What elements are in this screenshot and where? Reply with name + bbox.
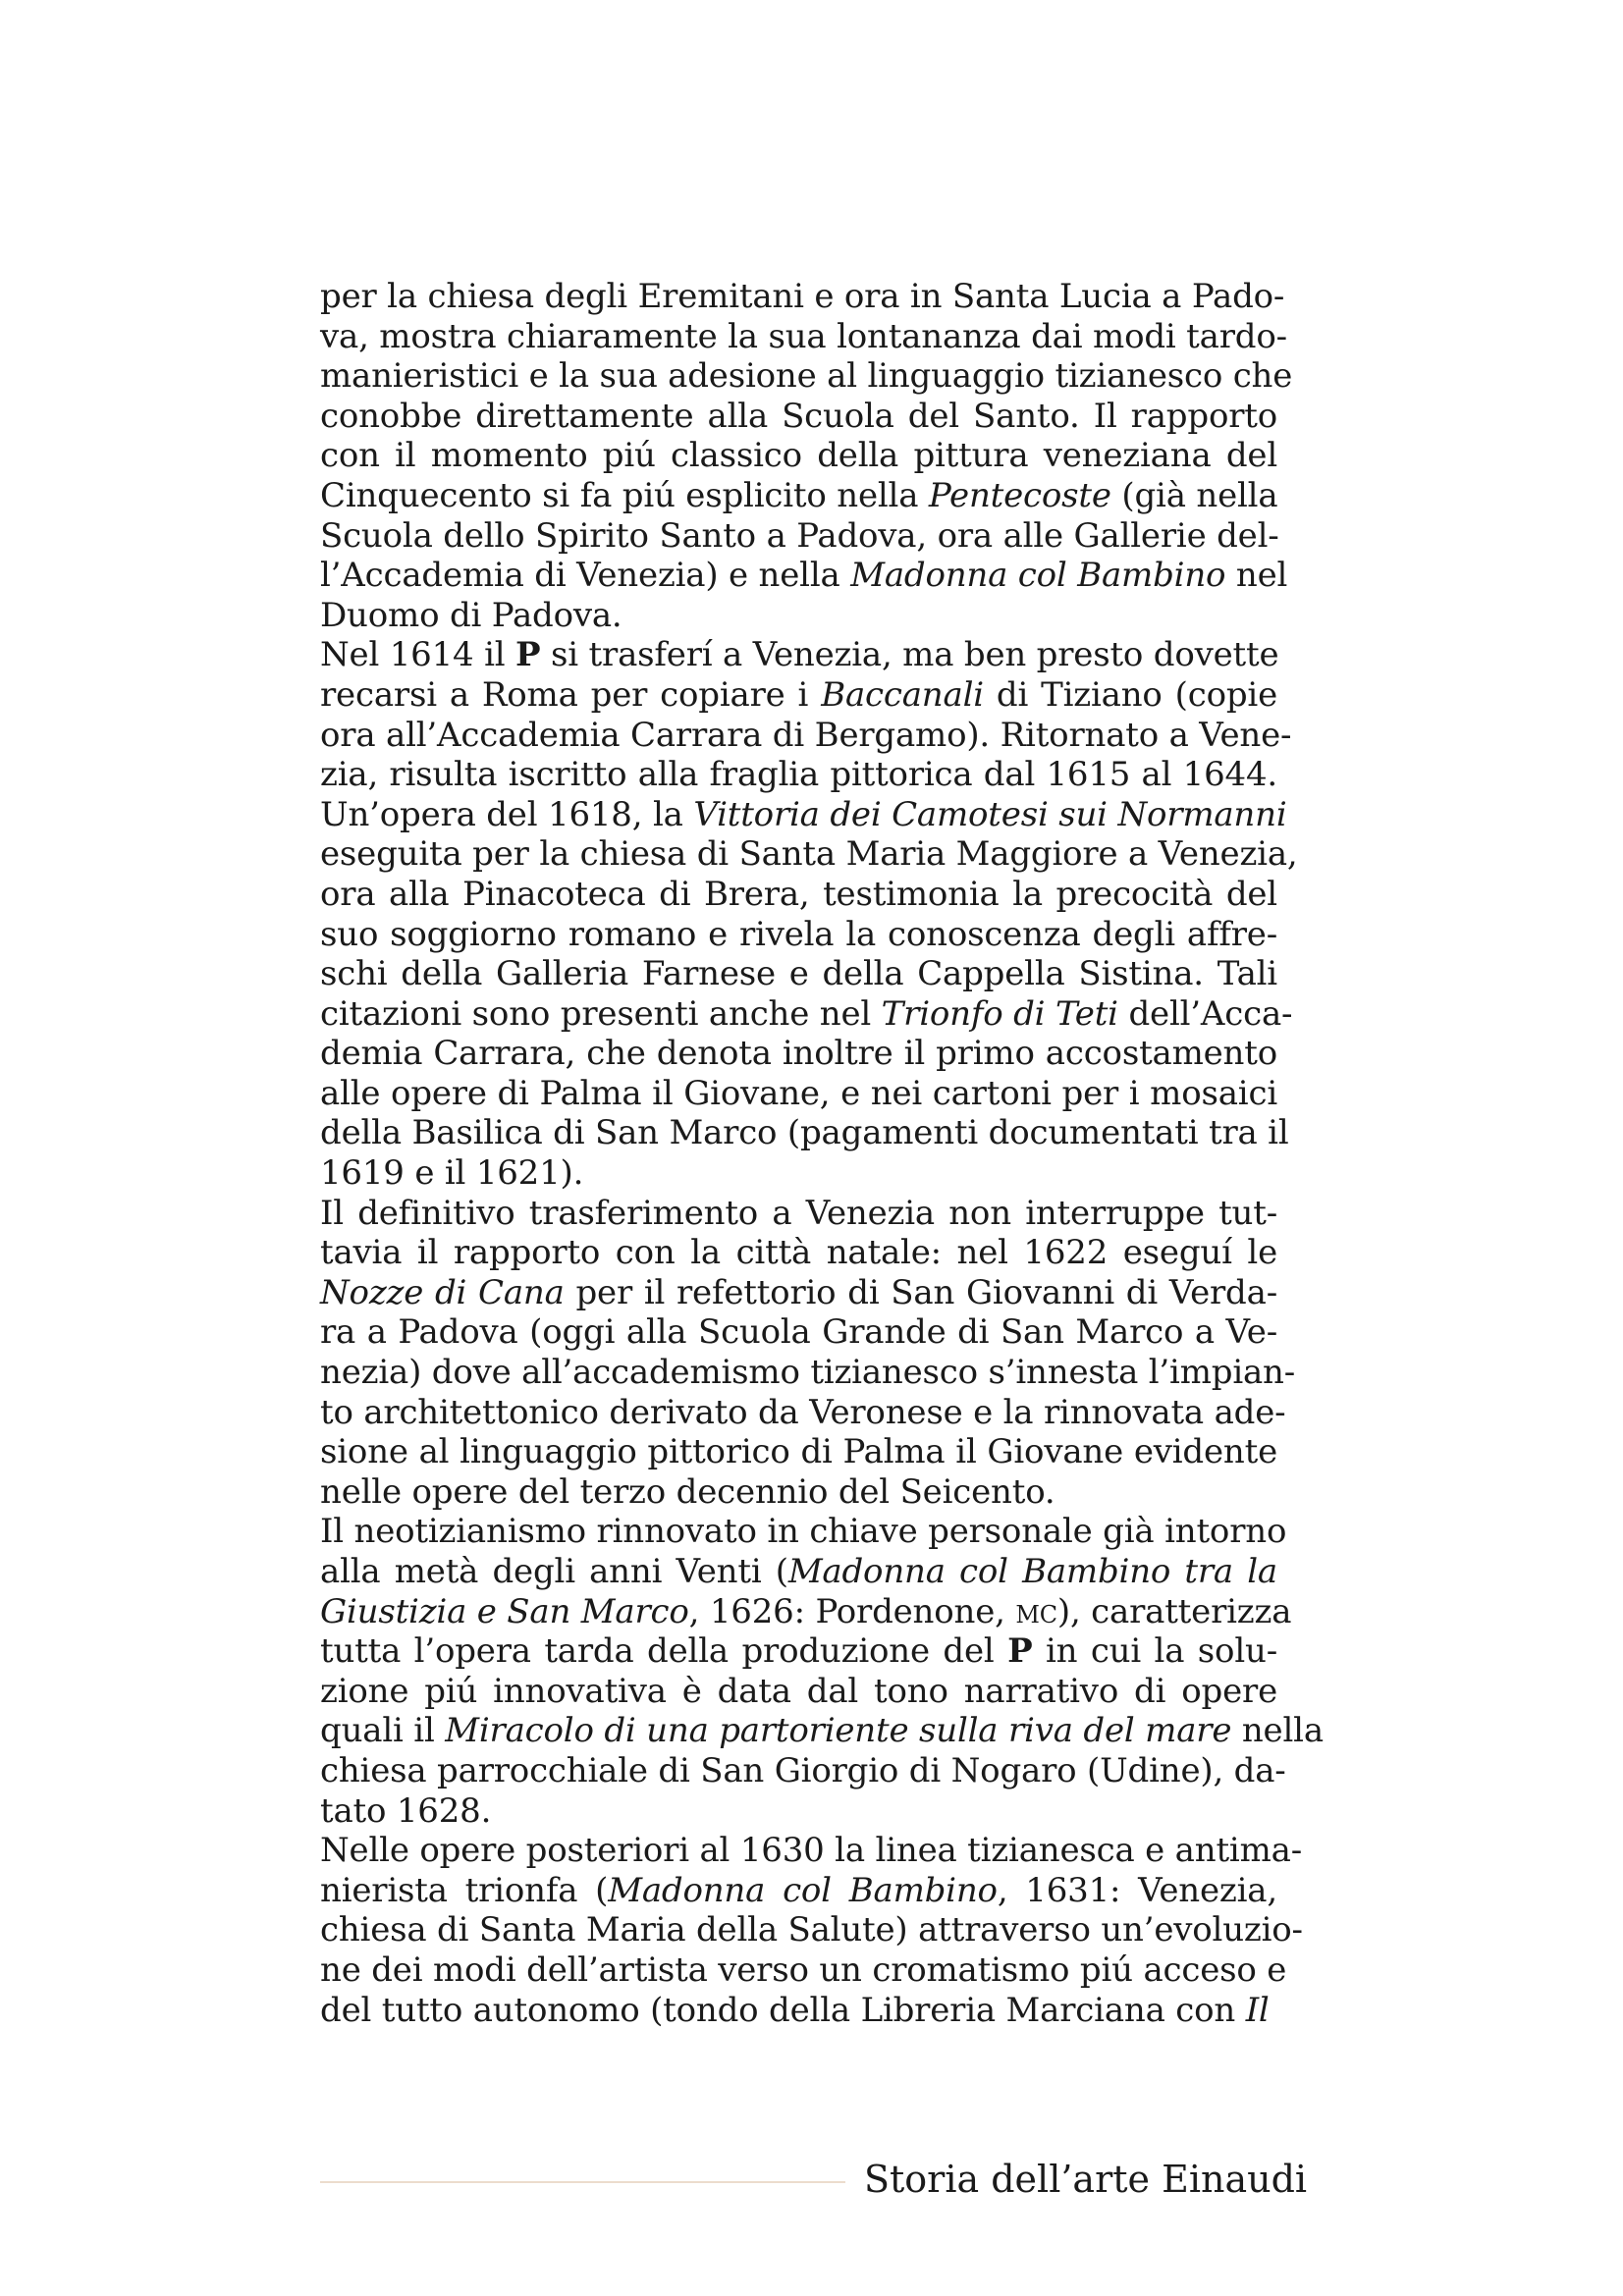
italic-title: Il [1245, 1990, 1270, 2030]
text-line [320, 556, 1288, 596]
text-run: ra a Padova (oggi alla Scuola Grande di San Marco a Ve- [320, 1312, 1277, 1353]
text-run: in cui la solu- [1032, 1631, 1277, 1672]
text-run: Il definitivo trasferimento a Venezia non interruppe tut- [320, 1193, 1277, 1233]
text-line [320, 1432, 1277, 1472]
paragraph [320, 1512, 1324, 1831]
italic-title: Vittoria dei Camotesi sui Normanni [693, 794, 1287, 834]
italic-title: Miracolo di una partoriente sulla riva del mare [445, 1711, 1232, 1751]
text-line [320, 1831, 1302, 1871]
italic-title: Giustizia e San Marco [320, 1591, 689, 1631]
text-run: schi della Galleria Farnese e della Cappella Sistina. Tali [320, 954, 1277, 994]
text-run: l’Accademia di Venezia) e nella [320, 556, 851, 596]
text-line [320, 993, 1293, 1035]
text-line [320, 1392, 1286, 1433]
text-run: (già nella [1110, 475, 1278, 515]
text-run: suo soggiorno romano e rivela la conoscenza degli affre- [320, 914, 1277, 954]
text-line [320, 755, 1277, 795]
text-run: 1619 e il 1621). [320, 1153, 584, 1194]
text-line [320, 1871, 1277, 1911]
text-line [320, 1113, 1289, 1153]
text-line [320, 436, 1277, 476]
text-run: , 1631: Venezia, [997, 1870, 1277, 1910]
text-run: Il neotizianismo rinnovato in chiave personale già intorno [320, 1512, 1287, 1552]
text-line [320, 1312, 1277, 1353]
italic-title: Trionfo di Teti [881, 993, 1118, 1034]
text-run: demia Carrara, che denota inoltre il primo accostamento [320, 1034, 1277, 1074]
text-run: to architettonico derivato da Veronese e la rinnovata ade- [320, 1392, 1286, 1432]
text-line [320, 1711, 1324, 1751]
text-run: nezia) dove all’accademismo tizianesco s’innesta l’impian- [320, 1353, 1296, 1393]
paragraph [320, 635, 1298, 1194]
italic-title: Pentecoste [928, 475, 1111, 515]
bold-initial: P [1007, 1631, 1033, 1672]
text-run: quali il [320, 1711, 446, 1751]
italic-title: Madonna col Bambino tra la [787, 1552, 1277, 1591]
footer-title: Storia dell’arte Einaudi [864, 2158, 1308, 2201]
text-run: , 1626: Pordenone, [688, 1591, 1016, 1631]
text-run: va, mostra chiaramente la sua lontananza dai modi tardo- [320, 316, 1287, 356]
text-run: sione al linguaggio pittorico di Palma il Giovane evidente [320, 1432, 1277, 1472]
text-line [320, 1194, 1277, 1234]
text-run: nelle opere del terzo decennio del Seicento. [320, 1471, 1055, 1512]
text-run: citazioni sono presenti anche nel [320, 993, 882, 1034]
text-line [320, 715, 1292, 756]
text-run: Duomo di Padova. [320, 595, 622, 635]
text-run: Nelle opere posteriori al 1630 la linea tizianesca e antima- [320, 1831, 1302, 1871]
text-run: ), caratterizza [1056, 1591, 1292, 1631]
text-line [320, 875, 1277, 915]
text-run: ora alla Pinacoteca di Brera, testimonia la precocità del [320, 874, 1277, 914]
text-line [320, 1353, 1296, 1393]
body-text [320, 277, 1324, 2030]
text-line [320, 356, 1293, 397]
text-line [320, 1949, 1287, 1991]
text-line [320, 1233, 1277, 1273]
text-run: tavia il rapporto con la città natale: nel 1622 eseguí le [320, 1233, 1277, 1273]
text-line [320, 954, 1277, 994]
bold-initial: P [515, 635, 541, 675]
text-run: chiesa parrocchiale di San Giorgio di Nogaro (Udine), da- [320, 1750, 1286, 1790]
text-run: ne dei modi dell’artista verso un cromatismo piú acceso e [320, 1949, 1287, 1990]
text-run: zione piú innovativa è data dal tono narrativo di opere [320, 1671, 1277, 1711]
text-run: di Tiziano (copie [983, 674, 1278, 715]
text-run: tutta l’opera tarda della produzione del [320, 1631, 1008, 1672]
text-line [320, 1074, 1277, 1114]
text-line [320, 596, 1277, 636]
text-line [320, 476, 1277, 516]
text-run: nella [1231, 1711, 1324, 1751]
text-line [320, 277, 1285, 317]
text-line [320, 1153, 1277, 1194]
text-run: alla metà degli anni Venti ( [320, 1552, 788, 1591]
text-run: nierista trionfa ( [320, 1870, 609, 1910]
text-run: tato 1628. [320, 1790, 492, 1831]
text-line [320, 1631, 1277, 1672]
text-line [320, 397, 1277, 437]
text-line [320, 1034, 1277, 1074]
text-line [320, 1472, 1277, 1513]
text-line [320, 834, 1298, 875]
text-line [320, 915, 1277, 955]
text-line [320, 794, 1287, 835]
text-run: ora all’Accademia Carrara di Bergamo). Ritornato a Vene- [320, 715, 1292, 755]
text-run: della Basilica di San Marco (pagamenti documentati tra il [320, 1113, 1289, 1153]
text-line [320, 316, 1287, 357]
text-run: Scuola dello Spirito Santo a Padova, ora alle Gallerie del- [320, 515, 1279, 556]
text-line [320, 1991, 1277, 2031]
text-line [320, 1672, 1277, 1712]
text-run: dell’Acca- [1117, 993, 1293, 1034]
paragraph [320, 1831, 1303, 2030]
text-line [320, 635, 1277, 675]
text-run: Un’opera del 1618, la [320, 794, 694, 834]
paragraph [320, 1193, 1296, 1513]
text-run: zia, risulta iscritto alla fraglia pittorica dal 1615 al 1644. [320, 755, 1277, 795]
small-caps-abbrev: mc [1015, 1591, 1057, 1631]
italic-title: Madonna col Bambino [850, 556, 1226, 596]
footer-rule [320, 2181, 845, 2183]
text-line [320, 675, 1277, 716]
paragraph [320, 277, 1293, 635]
text-run: si trasferí a Venezia, ma ben presto dovette [540, 635, 1279, 675]
text-line [320, 1591, 1292, 1632]
text-line [320, 516, 1277, 557]
text-run: Nel 1614 il [320, 635, 516, 675]
text-run: con il momento piú classico della pittura veneziana del [320, 436, 1277, 476]
text-line [320, 1910, 1303, 1950]
italic-title: Nozze di Cana [320, 1272, 565, 1312]
text-run: alle opere di Palma il Giovane, e nei cartoni per i mosaici [320, 1073, 1277, 1113]
text-line [320, 1791, 1277, 1832]
text-run: chiesa di Santa Maria della Salute) attraverso un’evoluzio- [320, 1910, 1303, 1950]
italic-title: Madonna col Bambino [608, 1870, 998, 1910]
text-run: per la chiesa degli Eremitani e ora in Santa Lucia a Pado- [320, 277, 1285, 316]
italic-title: Baccanali [821, 674, 984, 715]
text-run: Cinquecento si fa piú esplicito nella [320, 475, 929, 515]
text-run: conobbe direttamente alla Scuola del Santo. Il rapporto [320, 396, 1277, 436]
text-run: manieristici e la sua adesione al linguaggio tizianesco che [320, 356, 1293, 397]
text-line [320, 1552, 1277, 1592]
text-line [320, 1512, 1287, 1552]
text-run: eseguita per la chiesa di Santa Maria Maggiore a Venezia, [320, 834, 1298, 875]
text-run: recarsi a Roma per copiare i [320, 674, 822, 715]
text-run: per il refettorio di San Giovanni di Verda- [564, 1272, 1277, 1312]
text-run: del tutto autonomo (tondo della Libreria Marciana con [320, 1990, 1246, 2030]
text-line [320, 1750, 1286, 1791]
text-run: nel [1225, 556, 1288, 596]
text-line [320, 1273, 1277, 1313]
